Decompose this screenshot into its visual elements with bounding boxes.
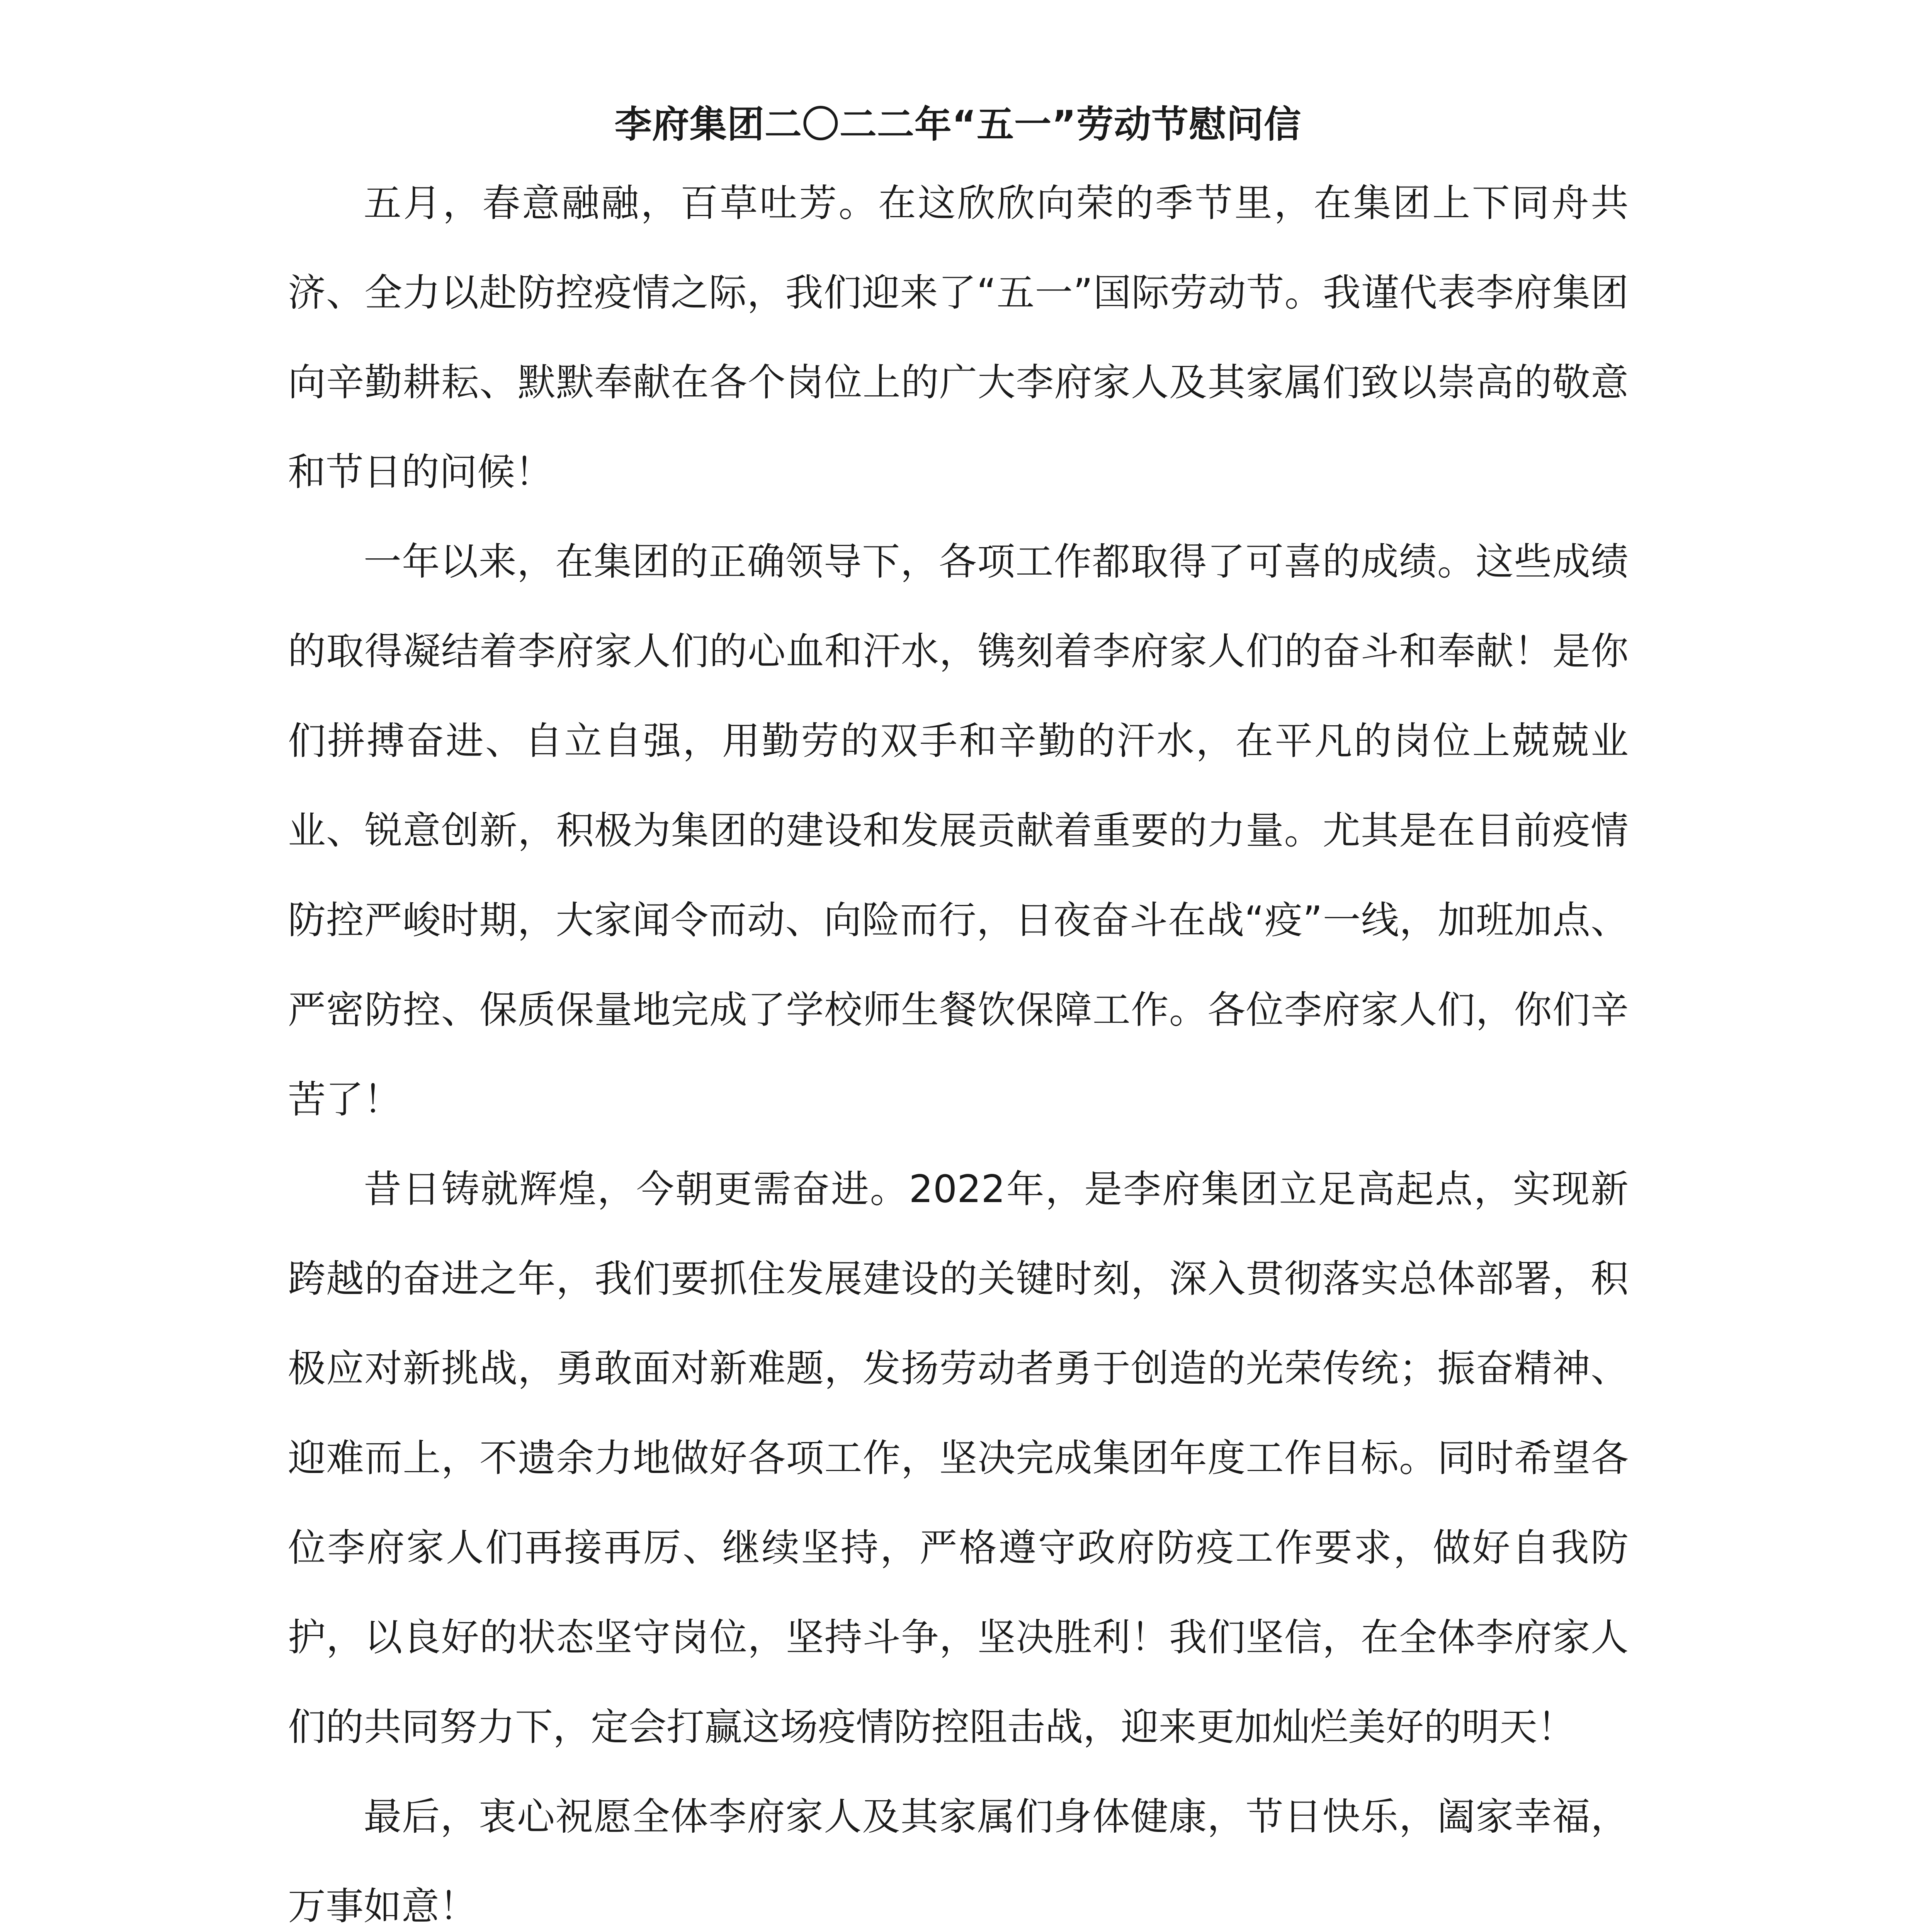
paragraph-closing-wishes: 最后，衷心祝愿全体李府家人及其家属们身体健康，节日快乐，阖家幸福，万事如意！ xyxy=(288,1795,1629,1929)
document-title: 李府集团二〇二二年“五一”劳动节慰问信 xyxy=(614,103,1302,146)
paragraph-greeting: 五月，春意融融，百草吐芳。在这欣欣向荣的季节里，在集团上下同舟共济、全力以赴防控疫情之际，我们迎来了“五一”国际劳动节。我谨代表李府集团向辛勤耕耘、默默奉献在各个岗位上的广大李府家人及其家属们致以崇高的敬意和节日的问候！ xyxy=(288,181,1629,494)
paragraph-achievements: 一年以来，在集团的正确领导下，各项工作都取得了可喜的成绩。这些成绩的取得凝结着李府家人们的心血和汗水，镌刻着李府家人们的奋斗和奉献！是你们拼搏奋进、自立自强，用勤劳的双手和辛勤的汗水，在平凡的岗位上兢兢业业、锐意创新，积极为集团的建设和发展贡献着重要的力量。尤其是在目前疫情防控严峻时期，大家闻令而动、向险而行，日夜奋斗在战“疫”一线，加班加点、严密防控、保质保量地完成了学校师生餐饮保障工作。各位李府家人们，你们辛苦了！ xyxy=(288,540,1629,1122)
letter-body xyxy=(288,158,1629,1932)
paragraph-outlook: 昔日铸就辉煌，今朝更需奋进。2022年，是李府集团立足高起点，实现新跨越的奋进之年，我们要抓住发展建设的关键时刻，深入贯彻落实总体部署，积极应对新挑战，勇敢面对新难题，发扬劳动者勇于创造的光荣传统；振奋精神、迎难而上，不遗余力地做好各项工作，坚决完成集团年度工作目标。同时希望各位李府家人们再接再厉、继续坚持，严格遵守政府防疫工作要求，做好自我防护，以良好的状态坚守岗位，坚持斗争，坚决胜利！我们坚信，在全体李府家人们的共同努力下，定会打赢这场疫情防控阻击战，迎来更加灿烂美好的明天！ xyxy=(288,1167,1629,1749)
